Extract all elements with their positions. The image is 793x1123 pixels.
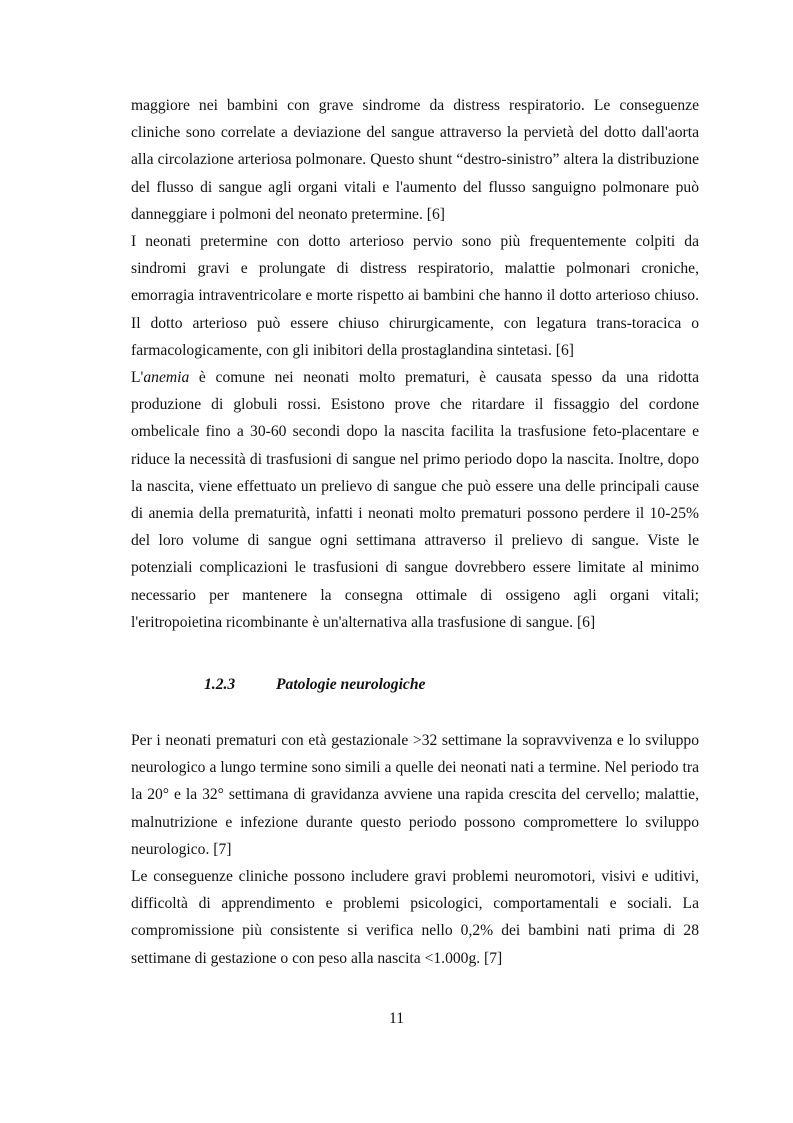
- section-title: Patologie neurologiche: [276, 676, 426, 693]
- page-number: 11: [388, 1010, 404, 1027]
- anemia-term: anemia: [143, 369, 190, 387]
- anemia-prefix: L': [131, 369, 144, 387]
- section-body-text: [131, 727, 699, 972]
- paragraph-neuro-development: Per i neonati prematuri con età gestazionale >32 settimane la sopravvivenza e lo sviluppo neurologico a lungo termine sono simili a quelle dei neonati nati a termine. Nel periodo tra la 20° e la 32° settimana di gravidanza avviene una rapida crescita del cervello; malattie, malnutrizione e infezione durante questo periodo possono compromettere lo sviluppo neurologico. [7]: [131, 732, 699, 858]
- section-heading: [204, 674, 425, 696]
- paragraph-neuro-consequences: Le conseguenze cliniche possono includere gravi problemi neuromotori, visivi e uditivi, difficoltà di apprendimento e problemi psicologici, comportamentali e sociali. La compromissione più consistente si verifica nello 0,2% dei bambini nati prima di 28 settimane di gestazione o con peso alla nascita <1.000g. [7]: [131, 868, 699, 967]
- paragraph-ductus-consequences: maggiore nei bambini con grave sindrome da distress respiratorio. Le conseguenze cliniche sono correlate a deviazione del sangue attraverso la pervietà del dotto dall'aorta alla circolazione arteriosa polmonare. Questo shunt “destro-sinistro” altera la distribuzione del flusso di sangue agli organi vitali e l'aumento del flusso sanguigno polmonare può danneggiare i polmoni del neonato pretermine. [6]: [131, 97, 699, 223]
- anemia-text: è comune nei neonati molto prematuri, è causata spesso da una ridotta produzione di globuli rossi. Esistono prove che ritardare il fissaggio del cordone ombelicale fino a 30-60 secondi dopo la nascita facilita la trasfusione feto-placentare e riduce la necessità di trasfusioni di sangue nel primo periodo dopo la nascita. Inoltre, dopo la nascita, viene effettuato un prelievo di sangue che può essere una delle principali cause di anemia della prematurità, infatti i neonati molto prematuri possono perdere il 10-25% del loro volume di sangue ogni settimana attraverso il prelievo di sangue. Viste le potenziali complicazioni le trasfusioni di sangue dovrebbero essere limitate al minimo necessario per mantenere la consegna ottimale di ossigeno agli organi vitali; l'eritropoietina ricombinante è un'alternativa alla trasfusione di sangue. [6]: [131, 369, 699, 631]
- section-number: 1.2.3: [204, 676, 236, 693]
- paragraph-ductus-treatment: I neonati pretermine con dotto arterioso pervio sono più frequentemente colpiti da sindromi gravi e prolungate di distress respiratorio, malattie polmonari croniche, emorragia intraventricolare e morte rispetto ai bambini che hanno il dotto arterioso chiuso. Il dotto arterioso può essere chiuso chirurgicamente, con legatura trans-toracica o farmacologicamente, con gli inibitori della prostaglandina sintetasi. [6]: [131, 233, 699, 359]
- paragraph-anemia: [131, 364, 699, 636]
- body-text-block: [131, 92, 699, 636]
